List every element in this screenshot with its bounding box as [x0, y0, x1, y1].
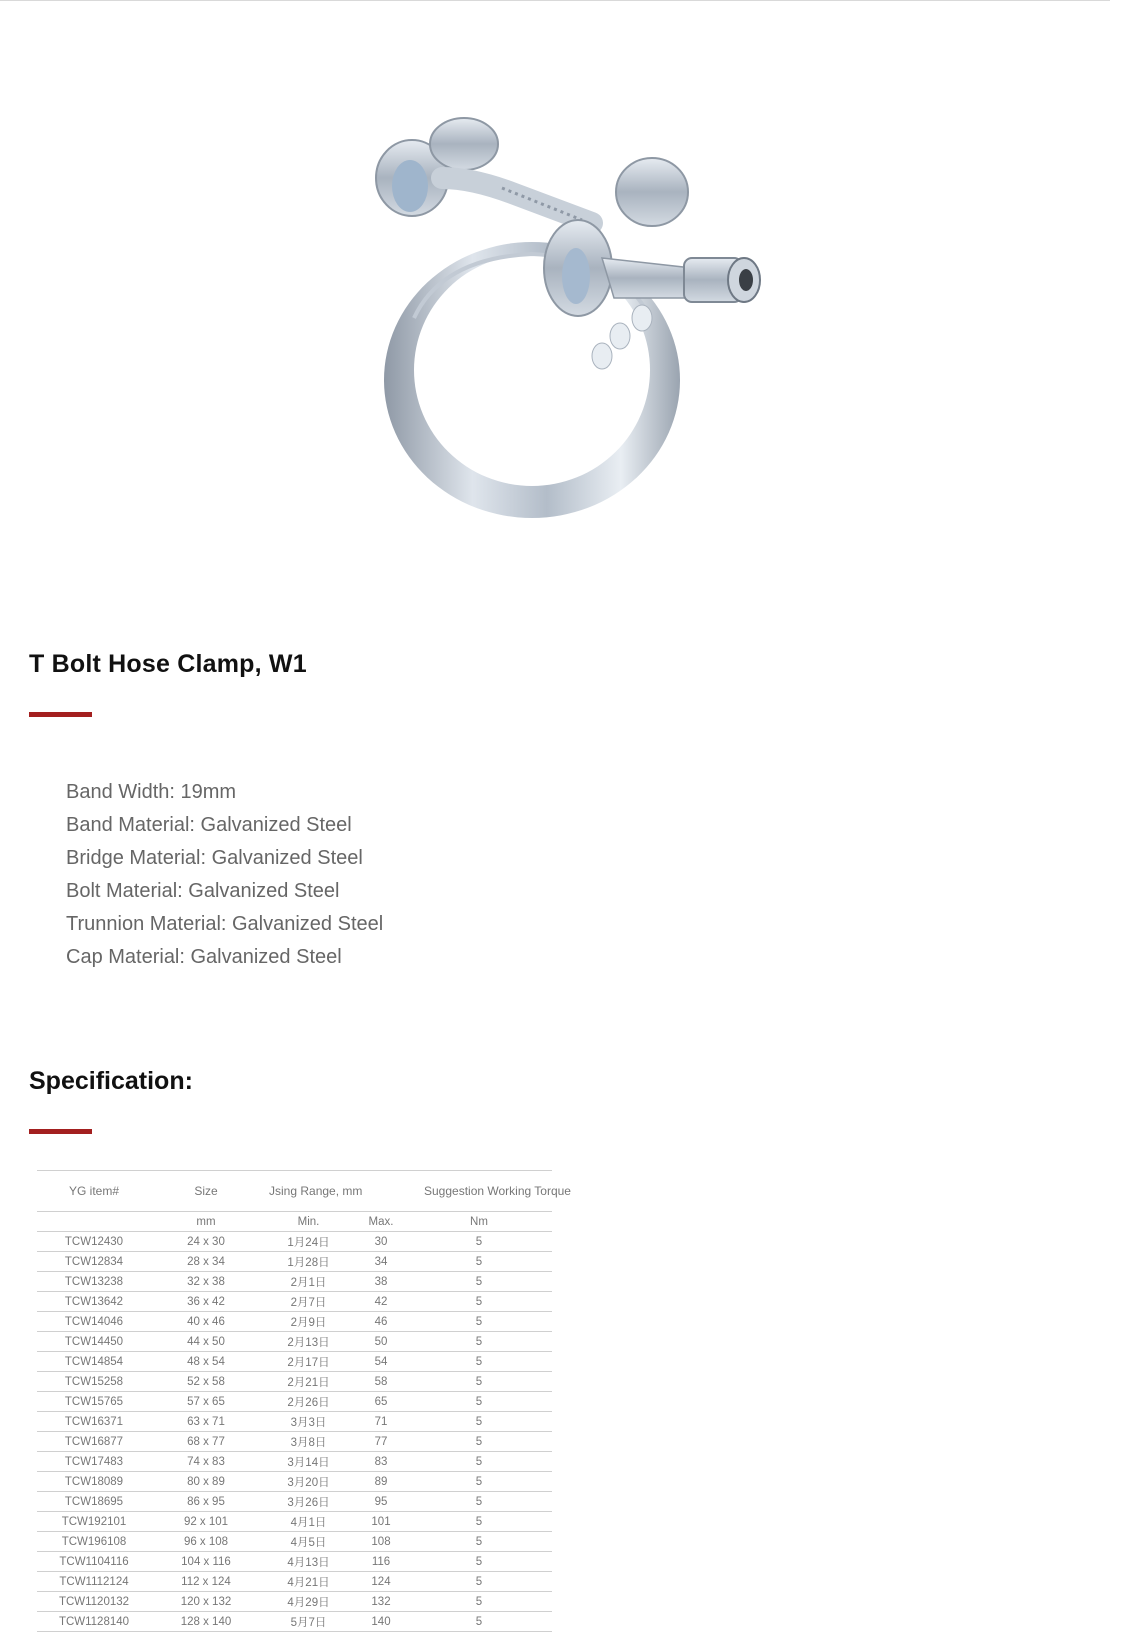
cell-size: 128 x 140: [151, 1612, 261, 1632]
cell-max: 38: [356, 1272, 406, 1292]
product-title: T Bolt Hose Clamp, W1: [29, 650, 307, 678]
cell-min: 3月26日: [261, 1492, 356, 1512]
table-row: [37, 1472, 552, 1492]
cell-min: 4月13日: [261, 1552, 356, 1572]
specification-heading: Specification:: [29, 1067, 193, 1095]
table-row: [37, 1432, 552, 1452]
cell-min: 2月17日: [261, 1352, 356, 1372]
cell-min: 2月7日: [261, 1292, 356, 1312]
cell-item: TCW12430: [37, 1232, 151, 1252]
cell-max: 101: [356, 1512, 406, 1532]
cell-item: TCW18089: [37, 1472, 151, 1492]
table-row: [37, 1512, 552, 1532]
table-row: [37, 1372, 552, 1392]
cell-item: TCW15765: [37, 1392, 151, 1412]
cell-size: 92 x 101: [151, 1512, 261, 1532]
cell-size: 36 x 42: [151, 1292, 261, 1312]
table-row: [37, 1232, 552, 1252]
cell-torque: 5: [406, 1472, 552, 1492]
cell-item: TCW17483: [37, 1452, 151, 1472]
feature-list: [66, 776, 383, 974]
specification-accent-bar: [29, 1129, 92, 1134]
cell-item: TCW1128140: [37, 1612, 151, 1632]
unit-size: mm: [151, 1212, 261, 1232]
table-row: [37, 1492, 552, 1512]
cell-item: TCW14046: [37, 1312, 151, 1332]
cell-torque: 5: [406, 1492, 552, 1512]
cell-item: TCW14854: [37, 1352, 151, 1372]
cell-size: 52 x 58: [151, 1372, 261, 1392]
cell-torque: 5: [406, 1572, 552, 1592]
cell-item: TCW1104116: [37, 1552, 151, 1572]
cell-min: 2月1日: [261, 1272, 356, 1292]
cell-torque: 5: [406, 1312, 552, 1332]
cell-size: 96 x 108: [151, 1532, 261, 1552]
table-row: [37, 1452, 552, 1472]
cell-torque: 5: [406, 1392, 552, 1412]
header-item: YG item#: [37, 1171, 151, 1212]
feature-item: Trunnion Material: Galvanized Steel: [66, 913, 384, 935]
table-row: [37, 1252, 552, 1272]
cell-min: 1月28日: [261, 1252, 356, 1272]
table-row: [37, 1532, 552, 1552]
cell-size: 57 x 65: [151, 1392, 261, 1412]
cell-min: 3月8日: [261, 1432, 356, 1452]
cell-min: 2月21日: [261, 1372, 356, 1392]
cell-min: 3月14日: [261, 1452, 356, 1472]
header-torque: Suggestion Working Torque: [406, 1171, 552, 1212]
cell-max: 116: [356, 1552, 406, 1572]
cell-max: 89: [356, 1472, 406, 1492]
cell-size: 112 x 124: [151, 1572, 261, 1592]
table-header-row: [37, 1171, 552, 1212]
table-row: [37, 1572, 552, 1592]
unit-max: Max.: [356, 1212, 406, 1232]
cell-min: 3月3日: [261, 1412, 356, 1432]
cell-size: 86 x 95: [151, 1492, 261, 1512]
cell-max: 140: [356, 1612, 406, 1632]
cell-max: 34: [356, 1252, 406, 1272]
cell-min: 5月7日: [261, 1612, 356, 1632]
table-row: [37, 1612, 552, 1632]
feature-item: Cap Material: Galvanized Steel: [66, 946, 342, 968]
feature-item: Band Width: 19mm: [66, 781, 237, 803]
cell-torque: 5: [406, 1432, 552, 1452]
cell-max: 95: [356, 1492, 406, 1512]
cell-item: TCW13238: [37, 1272, 151, 1292]
cell-torque: 5: [406, 1232, 552, 1252]
cell-torque: 5: [406, 1552, 552, 1572]
unit-torque: Nm: [406, 1212, 552, 1232]
unit-min: Min.: [261, 1212, 356, 1232]
cell-size: 32 x 38: [151, 1272, 261, 1292]
top-divider: [0, 0, 1110, 1]
cell-max: 30: [356, 1232, 406, 1252]
specification-table: [37, 1170, 571, 1632]
table-row: [37, 1352, 552, 1372]
cell-min: 2月9日: [261, 1312, 356, 1332]
cell-max: 77: [356, 1432, 406, 1452]
cell-torque: 5: [406, 1532, 552, 1552]
t-bolt-hose-clamp-image: [352, 108, 822, 548]
cell-max: 50: [356, 1332, 406, 1352]
cell-max: 42: [356, 1292, 406, 1312]
cell-min: 2月26日: [261, 1392, 356, 1412]
table-row: [37, 1292, 552, 1312]
cell-item: TCW15258: [37, 1372, 151, 1392]
cell-item: TCW12834: [37, 1252, 151, 1272]
cell-torque: 5: [406, 1612, 552, 1632]
cell-max: 124: [356, 1572, 406, 1592]
cell-min: 3月20日: [261, 1472, 356, 1492]
cell-torque: 5: [406, 1512, 552, 1532]
cell-item: TCW1120132: [37, 1592, 151, 1612]
unit-item: [37, 1212, 151, 1232]
table-row: [37, 1392, 552, 1412]
cell-item: TCW18695: [37, 1492, 151, 1512]
cell-torque: 5: [406, 1352, 552, 1372]
title-accent-bar: [29, 712, 92, 717]
cell-max: 58: [356, 1372, 406, 1392]
cell-max: 71: [356, 1412, 406, 1432]
cell-size: 40 x 46: [151, 1312, 261, 1332]
cell-size: 48 x 54: [151, 1352, 261, 1372]
cell-max: 83: [356, 1452, 406, 1472]
table-row: [37, 1332, 552, 1352]
cell-max: 108: [356, 1532, 406, 1552]
feature-item: Bolt Material: Galvanized Steel: [66, 880, 340, 902]
cell-size: 68 x 77: [151, 1432, 261, 1452]
table-row: [37, 1412, 552, 1432]
cell-item: TCW1112124: [37, 1572, 151, 1592]
cell-size: 28 x 34: [151, 1252, 261, 1272]
cell-max: 132: [356, 1592, 406, 1612]
cell-item: TCW14450: [37, 1332, 151, 1352]
cell-min: 4月1日: [261, 1512, 356, 1532]
table-row: [37, 1272, 552, 1292]
cell-size: 44 x 50: [151, 1332, 261, 1352]
cell-torque: 5: [406, 1252, 552, 1272]
cell-torque: 5: [406, 1372, 552, 1392]
header-size: Size: [151, 1171, 261, 1212]
cell-size: 63 x 71: [151, 1412, 261, 1432]
cell-item: TCW196108: [37, 1532, 151, 1552]
cell-max: 54: [356, 1352, 406, 1372]
cell-size: 120 x 132: [151, 1592, 261, 1612]
cell-size: 24 x 30: [151, 1232, 261, 1252]
cell-item: TCW192101: [37, 1512, 151, 1532]
cell-size: 104 x 116: [151, 1552, 261, 1572]
cell-size: 74 x 83: [151, 1452, 261, 1472]
cell-min: 4月21日: [261, 1572, 356, 1592]
cell-torque: 5: [406, 1412, 552, 1432]
feature-item: Bridge Material: Galvanized Steel: [66, 847, 363, 869]
cell-min: 4月5日: [261, 1532, 356, 1552]
cell-torque: 5: [406, 1592, 552, 1612]
table-row: [37, 1592, 552, 1612]
cell-min: 2月13日: [261, 1332, 356, 1352]
cell-min: 1月24日: [261, 1232, 356, 1252]
header-range: Jsing Range, mm: [261, 1171, 406, 1212]
cell-item: TCW13642: [37, 1292, 151, 1312]
table-row: [37, 1312, 552, 1332]
cell-torque: 5: [406, 1292, 552, 1312]
feature-item: Band Material: Galvanized Steel: [66, 814, 352, 836]
cell-min: 4月29日: [261, 1592, 356, 1612]
cell-torque: 5: [406, 1452, 552, 1472]
cell-size: 80 x 89: [151, 1472, 261, 1492]
table-row: [37, 1552, 552, 1572]
cell-max: 65: [356, 1392, 406, 1412]
cell-torque: 5: [406, 1272, 552, 1292]
cell-item: TCW16877: [37, 1432, 151, 1452]
cell-max: 46: [356, 1312, 406, 1332]
cell-torque: 5: [406, 1332, 552, 1352]
cell-item: TCW16371: [37, 1412, 151, 1432]
table-unit-row: [37, 1212, 552, 1232]
